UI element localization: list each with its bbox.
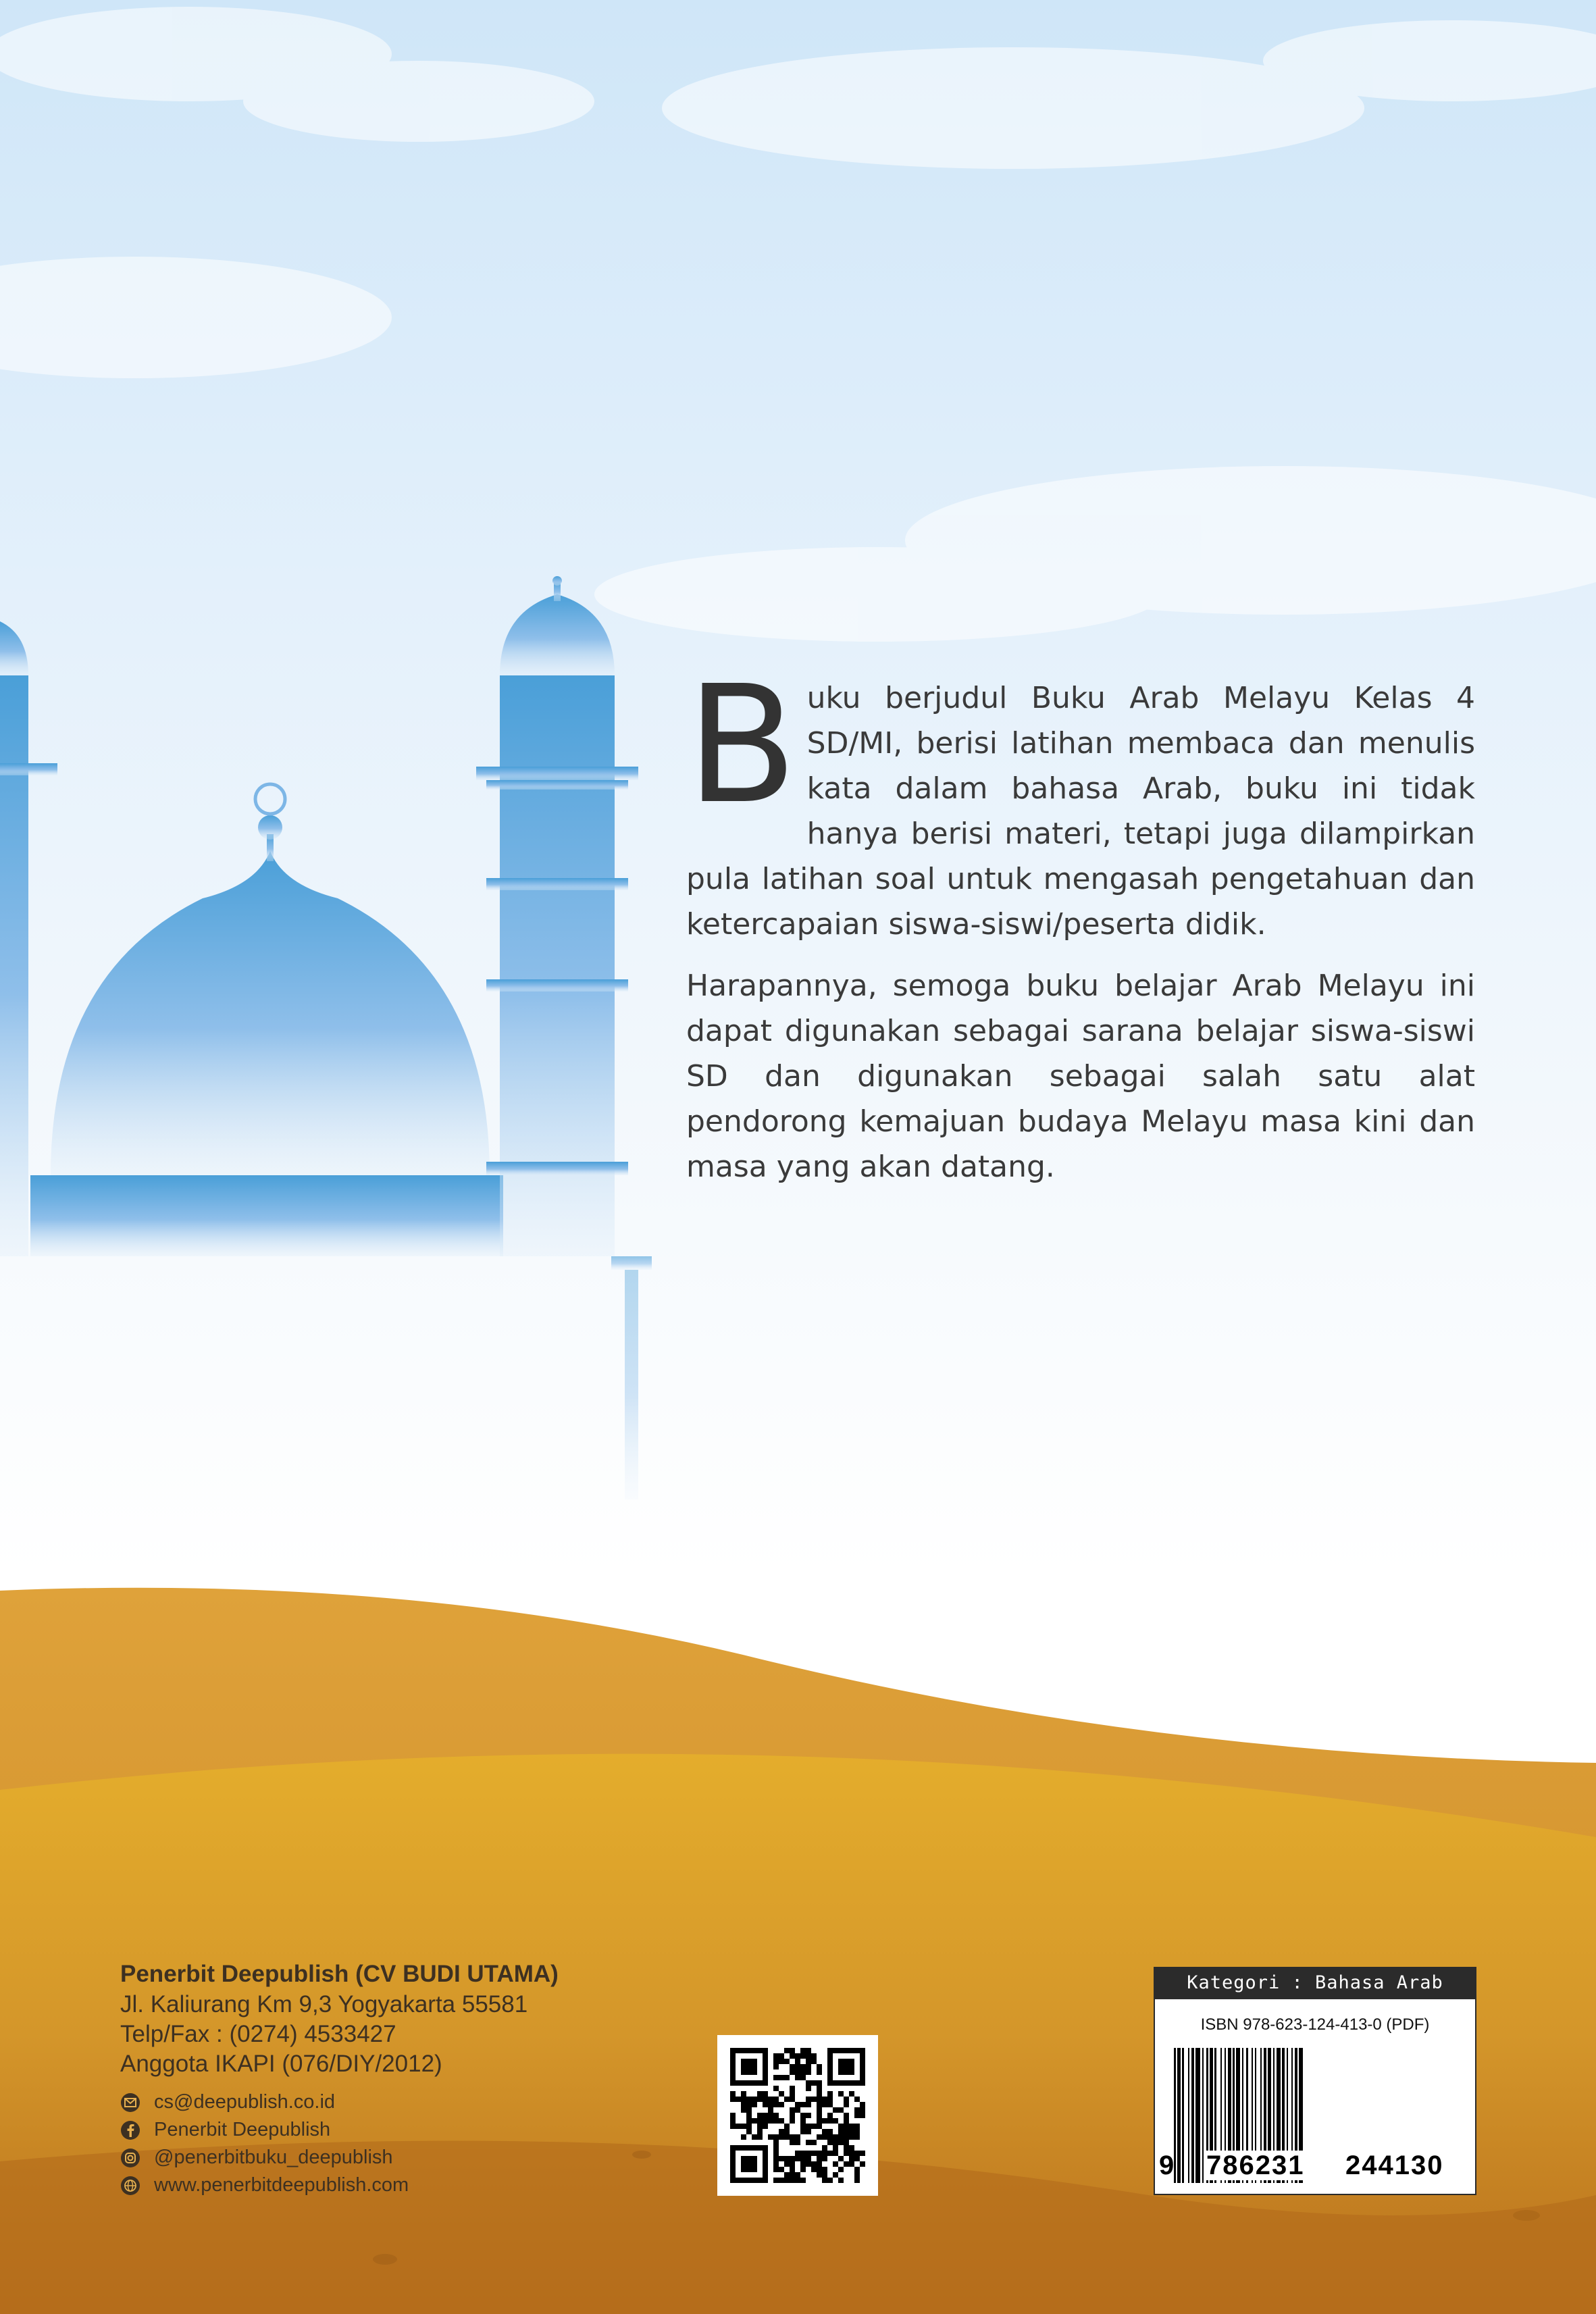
qr-module <box>730 2097 736 2102</box>
qr-module <box>768 2118 773 2124</box>
qr-module <box>757 2113 763 2118</box>
qr-finder-pattern <box>741 2059 757 2075</box>
qr-module <box>795 2075 800 2080</box>
qr-module <box>784 2134 790 2140</box>
qr-module <box>752 2102 757 2107</box>
facebook-icon <box>120 2120 140 2140</box>
qr-module <box>811 2059 817 2064</box>
contact-website[interactable] <box>120 2171 634 2199</box>
qr-module <box>800 2113 806 2118</box>
qr-module <box>784 2097 790 2102</box>
qr-module <box>844 2151 849 2156</box>
qr-module <box>779 2167 784 2172</box>
qr-module <box>806 2097 811 2102</box>
contact-website-text: www.penerbitdeepublish.com <box>154 2174 409 2196</box>
qr-module <box>773 2113 779 2118</box>
qr-module <box>833 2107 838 2113</box>
qr-module <box>849 2091 854 2097</box>
qr-module <box>827 2097 833 2102</box>
qr-module <box>779 2156 784 2161</box>
qr-module <box>779 2059 784 2064</box>
qr-module <box>800 2118 806 2124</box>
qr-module <box>763 2113 768 2118</box>
qr-module <box>779 2102 784 2107</box>
qr-module <box>795 2151 800 2156</box>
qr-module <box>822 2102 827 2107</box>
qr-module <box>827 2118 833 2124</box>
qr-module <box>838 2167 844 2172</box>
qr-module <box>763 2102 768 2107</box>
qr-module <box>817 2124 822 2129</box>
contact-email-text: cs@deepublish.co.id <box>154 2091 336 2113</box>
qr-module <box>800 2167 806 2172</box>
qr-module <box>860 2113 865 2118</box>
qr-module <box>817 2167 822 2172</box>
qr-module <box>849 2156 854 2161</box>
qr-module <box>768 2102 773 2107</box>
qr-module <box>790 2167 795 2172</box>
qr-module <box>779 2134 784 2140</box>
qr-module <box>790 2118 795 2124</box>
publisher-membership: Anggota IKAPI (076/DIY/2012) <box>120 2051 442 2077</box>
barcode-digits-left: 786231 <box>1206 2151 1305 2180</box>
qr-module <box>741 2097 746 2102</box>
qr-module <box>811 2053 817 2059</box>
qr-module <box>779 2129 784 2134</box>
qr-module <box>833 2140 838 2145</box>
qr-module <box>800 2151 806 2156</box>
qr-module <box>860 2107 865 2113</box>
qr-module <box>741 2107 746 2113</box>
qr-module <box>741 2124 746 2129</box>
globe-icon <box>120 2176 140 2196</box>
qr-module <box>860 2151 865 2156</box>
qr-module <box>822 2097 827 2102</box>
email-icon <box>120 2092 140 2113</box>
qr-module <box>773 2053 779 2059</box>
qr-module <box>800 2064 806 2069</box>
qr-module <box>844 2140 849 2145</box>
qr-module <box>746 2118 752 2124</box>
qr-module <box>817 2172 822 2178</box>
contact-facebook[interactable] <box>120 2116 634 2144</box>
qr-module <box>854 2134 860 2140</box>
category-label: Kategori : Bahasa Arab <box>1154 1967 1476 1999</box>
qr-module <box>773 2140 779 2145</box>
qr-module <box>838 2178 844 2183</box>
qr-module <box>806 2124 811 2129</box>
clouds <box>0 7 1596 642</box>
qr-module <box>849 2161 854 2167</box>
qr-module <box>730 2113 736 2118</box>
qr-module <box>806 2156 811 2161</box>
qr-module <box>746 2102 752 2107</box>
qr-finder-pattern <box>838 2059 854 2075</box>
barcode-digits-right: 244130 <box>1345 2151 1444 2180</box>
qr-module <box>784 2156 790 2161</box>
blurb-paragraph-1-text: uku berjudul Buku Arab Melayu Kelas 4 SD/MI, berisi latihan membaca dan menulis kata dalam bahasa Arab, buku ini tidak hanya berisi materi, tetapi juga dilampirkan pula latihan soal untuk mengasah pengetahuan dan ketercapaian siswa-siswi/peserta didik. <box>686 681 1475 942</box>
qr-module <box>790 2178 795 2183</box>
qr-module <box>833 2118 838 2124</box>
qr-module <box>827 2091 833 2097</box>
isbn-barcode-box <box>1154 1967 1476 2195</box>
qr-module <box>773 2145 779 2151</box>
qr-module <box>827 2102 833 2107</box>
qr-module <box>860 2102 865 2107</box>
qr-module <box>784 2129 790 2134</box>
qr-module <box>773 2161 779 2167</box>
qr-module <box>768 2097 773 2102</box>
qr-module <box>844 2129 849 2134</box>
qr-module <box>811 2124 817 2129</box>
qr-module <box>784 2172 790 2178</box>
qr-module <box>790 2053 795 2059</box>
qr-module <box>752 2134 757 2140</box>
qr-module <box>768 2134 773 2140</box>
qr-module <box>811 2161 817 2167</box>
qr-module <box>833 2134 838 2140</box>
qr-module <box>730 2118 736 2124</box>
qr-module <box>773 2178 779 2183</box>
qr-module <box>763 2097 768 2102</box>
qr-module <box>817 2107 822 2113</box>
qr-module <box>784 2124 790 2129</box>
qr-module <box>854 2151 860 2156</box>
qr-module <box>800 2129 806 2134</box>
qr-module <box>790 2113 795 2118</box>
qr-module <box>800 2048 806 2053</box>
qr-module <box>800 2178 806 2183</box>
contact-list <box>120 2088 634 2199</box>
barcode-bar <box>1177 2048 1181 2183</box>
qr-module <box>741 2134 746 2140</box>
qr-module <box>795 2069 800 2075</box>
qr-module <box>811 2167 817 2172</box>
qr-module <box>790 2134 795 2140</box>
qr-module <box>730 2124 736 2129</box>
qr-module <box>795 2140 800 2145</box>
qr-module <box>806 2080 811 2086</box>
qr-module <box>817 2134 822 2140</box>
barcode-digit-first: 9 <box>1159 2151 1175 2180</box>
qr-module <box>784 2161 790 2167</box>
barcode-panel <box>1154 1999 1476 2195</box>
qr-module <box>817 2151 822 2156</box>
qr-module <box>817 2086 822 2091</box>
qr-module <box>849 2134 854 2140</box>
qr-module <box>784 2178 790 2183</box>
qr-code-pattern <box>717 2035 878 2196</box>
qr-module <box>817 2102 822 2107</box>
qr-module <box>822 2145 827 2151</box>
qr-module <box>806 2129 811 2134</box>
qr-module <box>854 2113 860 2118</box>
qr-module <box>741 2091 746 2097</box>
qr-module <box>773 2097 779 2102</box>
qr-module <box>736 2097 741 2102</box>
qr-module <box>844 2113 849 2118</box>
qr-module <box>752 2097 757 2102</box>
publisher-phone: Telp/Fax : (0274) 4533427 <box>120 2021 396 2047</box>
qr-module <box>779 2178 784 2183</box>
qr-module <box>822 2156 827 2161</box>
qr-module <box>800 2161 806 2167</box>
qr-module <box>773 2059 779 2064</box>
qr-module <box>763 2091 768 2097</box>
qr-module <box>746 2129 752 2134</box>
barcode-bar <box>1191 2048 1194 2183</box>
qr-module <box>746 2113 752 2118</box>
qr-module <box>833 2161 838 2167</box>
qr-module <box>800 2075 806 2080</box>
qr-module <box>790 2048 795 2053</box>
qr-module <box>773 2151 779 2156</box>
qr-module <box>757 2129 763 2134</box>
qr-module <box>795 2064 800 2069</box>
qr-module <box>773 2064 779 2069</box>
qr-module <box>838 2140 844 2145</box>
qr-module <box>854 2178 860 2183</box>
qr-module <box>773 2075 779 2080</box>
qr-module <box>817 2156 822 2161</box>
qr-module <box>768 2107 773 2113</box>
qr-module <box>773 2086 779 2091</box>
blurb-paragraph-2: Harapannya, semoga buku belajar Arab Melayu ini dapat digunakan sebagai sarana belajar siswa-siswi SD dan digunakan sebagai salah satu alat pendorong kemajuan budaya Melayu masa kini dan masa yang akan datang. <box>686 969 1475 1184</box>
qr-module <box>779 2075 784 2080</box>
qr-module <box>795 2107 800 2113</box>
qr-module <box>817 2097 822 2102</box>
qr-module <box>838 2129 844 2134</box>
qr-module <box>790 2156 795 2161</box>
qr-module <box>822 2178 827 2183</box>
barcode-bar <box>1174 2048 1176 2183</box>
qr-module <box>827 2134 833 2140</box>
qr-module <box>838 2134 844 2140</box>
qr-module <box>849 2124 854 2129</box>
blurb-paragraph-1 <box>686 650 1475 947</box>
qr-module <box>827 2140 833 2145</box>
qr-module <box>849 2129 854 2134</box>
qr-module <box>806 2048 811 2053</box>
qr-module <box>806 2069 811 2075</box>
qr-module <box>746 2124 752 2129</box>
qr-module <box>822 2118 827 2124</box>
qr-module <box>806 2064 811 2069</box>
qr-module <box>849 2151 854 2156</box>
book-blurb <box>686 650 1475 1206</box>
qr-module <box>854 2172 860 2178</box>
qr-module <box>838 2124 844 2129</box>
publisher-name: Penerbit Deepublish (CV BUDI UTAMA) <box>120 1961 559 1987</box>
qr-module <box>806 2086 811 2091</box>
qr-module <box>795 2172 800 2178</box>
barcode-bar <box>1195 2048 1200 2183</box>
qr-module <box>817 2069 822 2075</box>
qr-module <box>752 2118 757 2124</box>
qr-module <box>790 2107 795 2113</box>
qr-module <box>811 2151 817 2156</box>
qr-module <box>773 2118 779 2124</box>
qr-module <box>779 2118 784 2124</box>
qr-code[interactable] <box>717 2035 878 2196</box>
qr-module <box>768 2113 773 2118</box>
qr-module <box>844 2134 849 2140</box>
qr-module <box>838 2107 844 2113</box>
qr-module <box>822 2151 827 2156</box>
qr-module <box>757 2091 763 2097</box>
qr-module <box>844 2102 849 2107</box>
qr-module <box>757 2097 763 2102</box>
publisher-address: Jl. Kaliurang Km 9,3 Yogyakarta 55581 <box>120 1991 528 2017</box>
mosque-silhouette <box>0 576 652 1499</box>
qr-finder-pattern <box>741 2156 757 2172</box>
qr-module <box>746 2097 752 2102</box>
qr-module <box>833 2172 838 2178</box>
qr-module <box>817 2080 822 2086</box>
instagram-icon <box>120 2148 140 2168</box>
qr-module <box>800 2124 806 2129</box>
qr-module <box>838 2091 844 2097</box>
qr-module <box>854 2107 860 2113</box>
qr-module <box>773 2167 779 2172</box>
qr-module <box>806 2102 811 2107</box>
qr-module <box>763 2124 768 2129</box>
qr-module <box>817 2161 822 2167</box>
qr-module <box>822 2167 827 2172</box>
qr-module <box>827 2129 833 2134</box>
qr-module <box>806 2053 811 2059</box>
qr-module <box>790 2161 795 2167</box>
qr-module <box>784 2059 790 2064</box>
qr-module <box>800 2102 806 2107</box>
qr-module <box>817 2113 822 2118</box>
drop-cap: B <box>686 650 798 840</box>
qr-module <box>795 2134 800 2140</box>
qr-module <box>741 2102 746 2107</box>
isbn-text: ISBN 978-623-124-413-0 (PDF) <box>1200 2015 1430 2034</box>
qr-module <box>854 2097 860 2102</box>
barcode-bar <box>1202 2048 1204 2183</box>
qr-module <box>817 2064 822 2069</box>
qr-module <box>806 2113 811 2118</box>
qr-module <box>854 2129 860 2134</box>
qr-module <box>849 2145 854 2151</box>
qr-module <box>827 2113 833 2118</box>
qr-module <box>773 2102 779 2107</box>
qr-module <box>795 2059 800 2064</box>
qr-module <box>757 2124 763 2129</box>
qr-module <box>822 2172 827 2178</box>
qr-module <box>844 2097 849 2102</box>
qr-module <box>795 2178 800 2183</box>
qr-module <box>822 2134 827 2140</box>
qr-module <box>779 2091 784 2097</box>
qr-module <box>746 2107 752 2113</box>
qr-module <box>790 2069 795 2075</box>
qr-module <box>800 2069 806 2075</box>
qr-module <box>779 2053 784 2059</box>
qr-module <box>854 2167 860 2172</box>
qr-module <box>806 2140 811 2145</box>
qr-module <box>757 2134 763 2140</box>
qr-module <box>833 2151 838 2156</box>
qr-module <box>844 2145 849 2151</box>
qr-module <box>800 2053 806 2059</box>
qr-module <box>730 2091 736 2097</box>
qr-module <box>800 2156 806 2161</box>
qr-module <box>860 2161 865 2167</box>
qr-module <box>817 2118 822 2124</box>
qr-module <box>795 2102 800 2107</box>
qr-module <box>827 2178 833 2183</box>
contact-facebook-text: Penerbit Deepublish <box>154 2119 331 2140</box>
qr-module <box>827 2151 833 2156</box>
qr-module <box>736 2124 741 2129</box>
qr-module <box>822 2129 827 2134</box>
qr-module <box>773 2134 779 2140</box>
qr-module <box>806 2151 811 2156</box>
qr-module <box>854 2124 860 2129</box>
publisher-info <box>120 1959 634 2199</box>
barcode-bar <box>1182 2048 1184 2183</box>
qr-module <box>811 2080 817 2086</box>
qr-module <box>811 2097 817 2102</box>
desert-dunes <box>0 1588 1596 2314</box>
contact-instagram-text: @penerbitbuku_deepublish <box>154 2146 393 2168</box>
qr-module <box>790 2097 795 2102</box>
qr-module <box>790 2172 795 2178</box>
qr-module <box>844 2161 849 2167</box>
qr-module <box>844 2118 849 2124</box>
qr-module <box>790 2086 795 2091</box>
barcode-bar <box>1188 2048 1189 2183</box>
qr-module <box>790 2140 795 2145</box>
qr-module <box>784 2048 790 2053</box>
qr-module <box>833 2145 838 2151</box>
qr-module <box>817 2091 822 2097</box>
qr-module <box>854 2156 860 2161</box>
qr-module <box>763 2118 768 2124</box>
qr-module <box>795 2053 800 2059</box>
qr-module <box>806 2059 811 2064</box>
contact-email[interactable] <box>120 2088 634 2116</box>
qr-module <box>795 2156 800 2161</box>
contact-instagram[interactable] <box>120 2144 634 2171</box>
qr-module <box>773 2156 779 2161</box>
qr-module <box>790 2091 795 2097</box>
qr-module <box>844 2124 849 2129</box>
qr-module <box>790 2064 795 2069</box>
qr-module <box>784 2075 790 2080</box>
qr-module <box>806 2161 811 2167</box>
qr-module <box>838 2156 844 2161</box>
qr-module <box>811 2140 817 2145</box>
qr-module <box>757 2118 763 2124</box>
